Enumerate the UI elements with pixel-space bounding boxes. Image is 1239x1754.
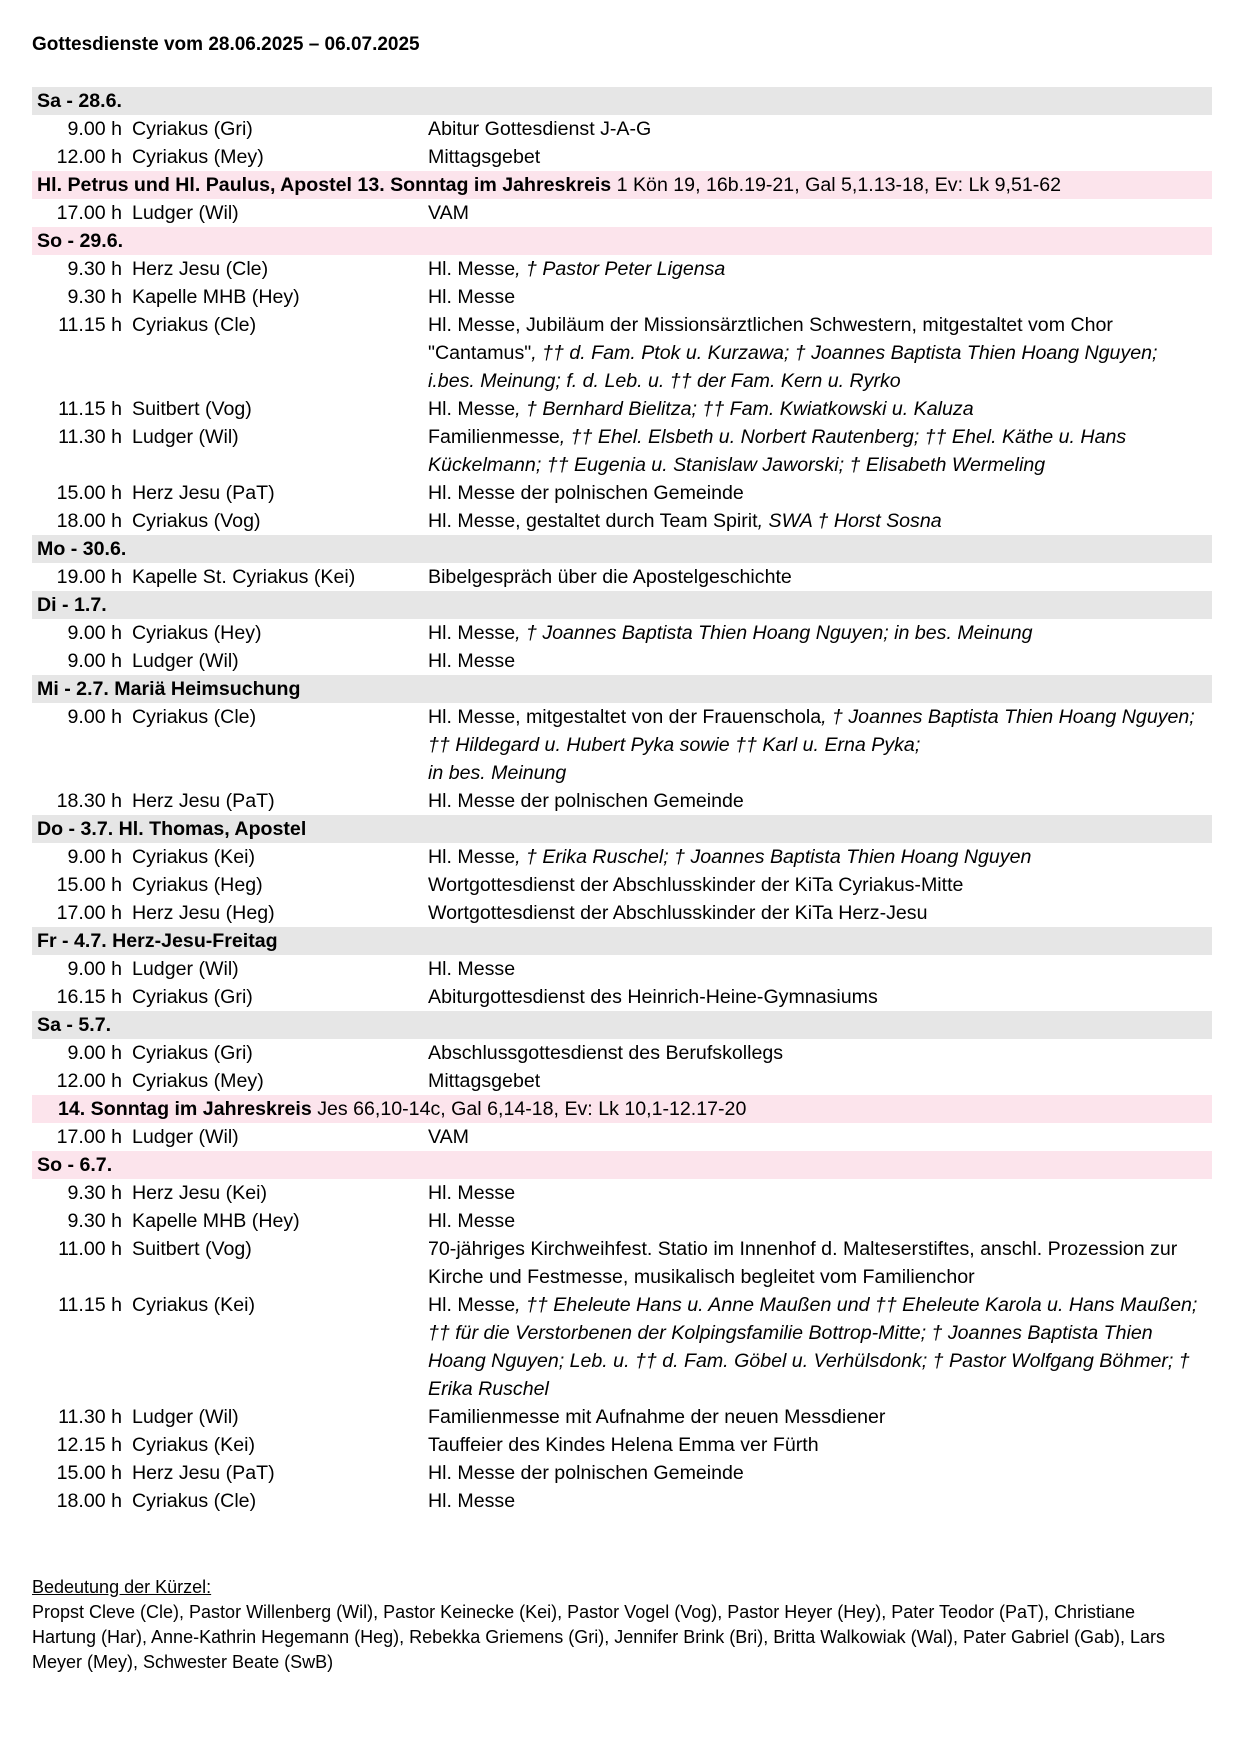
service-location: Kapelle MHB (Hey)	[132, 1210, 300, 1232]
service-description	[428, 983, 1212, 1011]
service-row	[32, 1487, 1212, 1515]
service-description	[428, 143, 1212, 171]
service-row	[32, 423, 1212, 479]
service-intentions: , † Joannes Baptista Thien Hoang Nguyen; in bes. Meinung	[515, 622, 1033, 644]
service-location: Cyriakus (Hey)	[132, 622, 262, 644]
service-location: Suitbert (Vog)	[132, 398, 252, 420]
service-location: Cyriakus (Kei)	[132, 1434, 256, 1456]
legend	[32, 1575, 1202, 1675]
day-label: Sa - 5.7.	[37, 1014, 112, 1036]
service-row	[32, 1291, 1212, 1403]
service-location: Cyriakus (Heg)	[132, 874, 263, 896]
service-title: Hl. Messe	[428, 650, 516, 672]
day-header	[32, 591, 1212, 619]
service-row	[32, 955, 1212, 983]
service-location: Ludger (Wil)	[132, 426, 239, 448]
service-location: Herz Jesu (PaT)	[132, 1462, 275, 1484]
service-description	[428, 1459, 1212, 1487]
service-location: Cyriakus (Gri)	[132, 118, 253, 140]
service-description	[428, 787, 1212, 815]
service-row	[32, 199, 1212, 227]
service-time: 15.00 h	[56, 482, 122, 504]
service-title: Hl. Messe	[428, 1182, 516, 1204]
service-location: Cyriakus (Kei)	[132, 846, 256, 868]
feast-header	[32, 171, 1212, 199]
service-title: VAM	[428, 202, 470, 224]
service-time: 9.00 h	[67, 958, 122, 980]
service-intentions: , † Pastor Peter Ligensa	[515, 258, 726, 280]
service-title: Wortgottesdienst der Abschlusskinder der KiTa Cyriakus-Mitte	[428, 874, 964, 896]
service-time: 11.15 h	[58, 1294, 122, 1316]
service-title: Hl. Messe	[428, 286, 516, 308]
service-row	[32, 283, 1212, 311]
service-time: 17.00 h	[56, 902, 122, 924]
service-title: Mittagsgebet	[428, 1070, 541, 1092]
day-label: Fr - 4.7. Herz-Jesu-Freitag	[37, 930, 278, 952]
service-time: 12.00 h	[56, 1070, 122, 1092]
service-description	[428, 1403, 1212, 1431]
service-description	[428, 507, 1212, 535]
service-row	[32, 479, 1212, 507]
service-time: 11.15 h	[58, 398, 122, 420]
service-time: 9.30 h	[67, 1182, 122, 1204]
service-row	[32, 563, 1212, 591]
service-description	[428, 1207, 1212, 1235]
service-title: Hl. Messe	[428, 622, 516, 644]
service-row	[32, 983, 1212, 1011]
page-title: Gottesdienste vom 28.06.2025 – 06.07.2025	[32, 34, 420, 55]
service-time: 17.00 h	[56, 202, 122, 224]
service-location: Ludger (Wil)	[132, 202, 239, 224]
feast-line	[58, 1095, 746, 1123]
service-row	[32, 899, 1212, 927]
schedule-list	[32, 87, 1212, 1515]
service-intentions: , † Joannes Baptista Thien Hoang Nguyen; †† Hildegard u. Hubert Pyka sowie †† Karl u. Erna Pyka;	[428, 706, 1195, 756]
service-location: Cyriakus (Kei)	[132, 1294, 256, 1316]
feast-header	[32, 1095, 1212, 1123]
service-intentions: , †† Ehel. Elsbeth u. Norbert Rautenberg; †† Ehel. Käthe u. Hans Kückelmann; †† Eugenia u. Stanislaw Jaworski; † Elisabeth Wermeling	[428, 426, 1127, 476]
service-title: Hl. Messe	[428, 258, 516, 280]
service-time: 17.00 h	[56, 1126, 122, 1148]
service-row	[32, 787, 1212, 815]
service-description	[428, 423, 1212, 479]
service-title: Hl. Messe der polnischen Gemeinde	[428, 790, 744, 812]
service-location: Herz Jesu (Kei)	[132, 1182, 268, 1204]
service-time: 15.00 h	[56, 874, 122, 896]
service-row	[32, 311, 1212, 395]
service-title: Hl. Messe	[428, 398, 516, 420]
service-description	[428, 283, 1212, 311]
day-header	[32, 927, 1212, 955]
service-time: 9.00 h	[67, 846, 122, 868]
service-description	[428, 871, 1212, 899]
service-title: Hl. Messe, mitgestaltet von der Frauenschola	[428, 706, 822, 728]
service-title: Hl. Messe, gestaltet durch Team Spirit	[428, 510, 758, 532]
service-row	[32, 843, 1212, 871]
service-title: Hl. Messe, Jubiläum der Missionsärztlichen Schwestern, mitgestaltet vom Chor "Cantamus"	[428, 314, 1113, 364]
service-location: Cyriakus (Vog)	[132, 510, 261, 532]
service-location: Cyriakus (Cle)	[132, 314, 257, 336]
service-intentions: , † Bernhard Bielitza; †† Fam. Kwiatkowski u. Kaluza	[515, 398, 974, 420]
service-time: 11.15 h	[58, 314, 122, 336]
service-intentions: in bes. Meinung	[428, 762, 567, 784]
service-location: Herz Jesu (PaT)	[132, 790, 275, 812]
service-title: Abschlussgottesdienst des Berufskollegs	[428, 1042, 784, 1064]
service-time: 9.00 h	[67, 622, 122, 644]
service-time: 15.00 h	[56, 1462, 122, 1484]
service-title: Hl. Messe der polnischen Gemeinde	[428, 482, 744, 504]
day-header	[32, 87, 1212, 115]
service-row	[32, 647, 1212, 675]
service-location: Cyriakus (Cle)	[132, 706, 257, 728]
service-description	[428, 199, 1212, 227]
service-title: Abiturgottesdienst des Heinrich-Heine-Gymnasiums	[428, 986, 878, 1008]
service-row	[32, 703, 1212, 787]
service-title: Abitur Gottesdienst J-A-G	[428, 118, 652, 140]
day-label: Do - 3.7. Hl. Thomas, Apostel	[37, 818, 307, 840]
service-row	[32, 619, 1212, 647]
day-label: Mo - 30.6.	[37, 538, 127, 560]
service-title: Hl. Messe der polnischen Gemeinde	[428, 1462, 744, 1484]
service-description	[428, 955, 1212, 983]
service-title: VAM	[428, 1126, 470, 1148]
day-label: So - 29.6.	[37, 230, 124, 252]
service-location: Cyriakus (Gri)	[132, 986, 253, 1008]
sunday-header	[32, 227, 1212, 255]
service-description	[428, 1067, 1212, 1095]
service-time: 9.00 h	[67, 1042, 122, 1064]
service-title: Wortgottesdienst der Abschlusskinder der KiTa Herz-Jesu	[428, 902, 928, 924]
service-title: Bibelgespräch über die Apostelgeschichte	[428, 566, 792, 588]
service-time: 9.30 h	[67, 286, 122, 308]
service-location: Cyriakus (Mey)	[132, 146, 264, 168]
service-description	[428, 115, 1212, 143]
service-location: Herz Jesu (Heg)	[132, 902, 275, 924]
service-time: 12.15 h	[56, 1434, 122, 1456]
day-header	[32, 535, 1212, 563]
service-location: Ludger (Wil)	[132, 958, 239, 980]
sunday-header	[32, 1151, 1212, 1179]
service-location: Kapelle MHB (Hey)	[132, 286, 300, 308]
service-description	[428, 1487, 1212, 1515]
service-row	[32, 507, 1212, 535]
service-description	[428, 619, 1212, 647]
service-time: 11.00 h	[58, 1238, 122, 1260]
service-row	[32, 1459, 1212, 1487]
day-header	[32, 1011, 1212, 1039]
service-intentions: , †† d. Fam. Ptok u. Kurzawa; † Joannes Baptista Thien Hoang Nguyen; i.bes. Meinung; f. d. Leb. u. †† der Fam. Kern u. Ryrko	[428, 342, 1158, 392]
service-description	[428, 1291, 1212, 1403]
service-description	[428, 843, 1212, 871]
service-title: Hl. Messe	[428, 1490, 516, 1512]
service-row	[32, 1431, 1212, 1459]
day-label: So - 6.7.	[37, 1154, 113, 1176]
service-row	[32, 1235, 1212, 1291]
feast-name: 14. Sonntag im Jahreskreis	[58, 1098, 312, 1120]
service-time: 16.15 h	[56, 986, 122, 1008]
service-description	[428, 1039, 1212, 1067]
service-time: 9.00 h	[67, 118, 122, 140]
day-header	[32, 675, 1212, 703]
service-time: 11.30 h	[58, 1406, 122, 1428]
service-time: 9.00 h	[67, 706, 122, 728]
service-time: 18.00 h	[56, 510, 122, 532]
service-row	[32, 1403, 1212, 1431]
service-row	[32, 1067, 1212, 1095]
service-title: Hl. Messe	[428, 846, 516, 868]
service-intentions: , † Erika Ruschel; † Joannes Baptista Thien Hoang Nguyen	[515, 846, 1032, 868]
service-description	[428, 1431, 1212, 1459]
day-label: Mi - 2.7. Mariä Heimsuchung	[37, 678, 301, 700]
service-row	[32, 115, 1212, 143]
service-time: 18.30 h	[56, 790, 122, 812]
service-location: Herz Jesu (Cle)	[132, 258, 269, 280]
service-title: Hl. Messe	[428, 958, 516, 980]
service-row	[32, 1123, 1212, 1151]
service-location: Cyriakus (Mey)	[132, 1070, 264, 1092]
day-label: Di - 1.7.	[37, 594, 107, 616]
service-description	[428, 899, 1212, 927]
day-header	[32, 815, 1212, 843]
service-location: Cyriakus (Gri)	[132, 1042, 253, 1064]
service-time: 9.30 h	[67, 1210, 122, 1232]
service-time: 12.00 h	[56, 146, 122, 168]
service-time: 18.00 h	[56, 1490, 122, 1512]
service-description	[428, 479, 1212, 507]
service-row	[32, 1207, 1212, 1235]
legend-text: Propst Cleve (Cle), Pastor Willenberg (Wil), Pastor Keinecke (Kei), Pastor Vogel (Vog), Pastor Heyer (Hey), Pater Teodor (PaT), Christiane Hartung (Har), Anne-Kathrin Hegemann (Heg), Rebekka Griemens (Gri), Jennifer Brink (Bri), Britta Walkowiak (Wal), Pater Gabriel (Gab), Lars Meyer (Mey), Schwester Beate (SwB)	[32, 1602, 1166, 1672]
service-title: Tauffeier des Kindes Helena Emma ver Fürth	[428, 1434, 819, 1456]
feast-line	[37, 171, 1061, 199]
service-row	[32, 1179, 1212, 1207]
service-location: Herz Jesu (PaT)	[132, 482, 275, 504]
service-title: Familienmesse	[428, 426, 560, 448]
service-row	[32, 395, 1212, 423]
service-location: Cyriakus (Cle)	[132, 1490, 257, 1512]
service-time: 9.30 h	[67, 258, 122, 280]
service-time: 19.00 h	[56, 566, 122, 588]
service-title: Hl. Messe	[428, 1210, 516, 1232]
legend-heading: Bedeutung der Kürzel:	[32, 1577, 212, 1597]
service-time: 9.00 h	[67, 650, 122, 672]
service-location: Kapelle St. Cyriakus (Kei)	[132, 566, 356, 588]
day-label: Sa - 28.6.	[37, 90, 122, 112]
service-title: Hl. Messe	[428, 1294, 516, 1316]
service-row	[32, 871, 1212, 899]
service-description	[428, 311, 1212, 395]
feast-name: Hl. Petrus und Hl. Paulus, Apostel 13. Sonntag im Jahreskreis	[37, 174, 612, 196]
service-location: Ludger (Wil)	[132, 650, 239, 672]
service-location: Ludger (Wil)	[132, 1126, 239, 1148]
service-location: Ludger (Wil)	[132, 1406, 239, 1428]
service-description	[428, 1123, 1212, 1151]
service-time: 11.30 h	[58, 426, 122, 448]
service-title: Mittagsgebet	[428, 146, 541, 168]
service-description	[428, 395, 1212, 423]
service-description	[428, 703, 1212, 787]
service-description	[428, 647, 1212, 675]
scripture-readings: Jes 66,10-14c, Gal 6,14-18, Ev: Lk 10,1-12.17-20	[311, 1098, 747, 1120]
service-title: 70-jähriges Kirchweihfest. Statio im Innenhof d. Malteserstiftes, anschl. Prozession zur Kirche und Festmesse, musikalisch begleitet vom Familienchor	[428, 1238, 1178, 1288]
service-intentions: , †† Eheleute Hans u. Anne Maußen und †† Eheleute Karola u. Hans Maußen; †† für die Verstorbenen der Kolpingsfamilie Bottrop-Mitte; † Joannes Baptista Thien Hoang Nguyen; Leb. u. †† d. Fam. Göbel u. Verhülsdonk; † Pastor Wolfgang Böhmer; † Erika Ruschel	[428, 1294, 1198, 1400]
service-title: Familienmesse mit Aufnahme der neuen Messdiener	[428, 1406, 886, 1428]
service-row	[32, 1039, 1212, 1067]
service-description	[428, 563, 1212, 591]
service-intentions: , SWA † Horst Sosna	[757, 510, 942, 532]
service-row	[32, 255, 1212, 283]
service-description	[428, 1235, 1212, 1291]
service-description	[428, 255, 1212, 283]
service-location: Suitbert (Vog)	[132, 1238, 252, 1260]
service-description	[428, 1179, 1212, 1207]
scripture-readings: 1 Kön 19, 16b.19-21, Gal 5,1.13-18, Ev: Lk 9,51-62	[611, 174, 1062, 196]
service-row	[32, 143, 1212, 171]
